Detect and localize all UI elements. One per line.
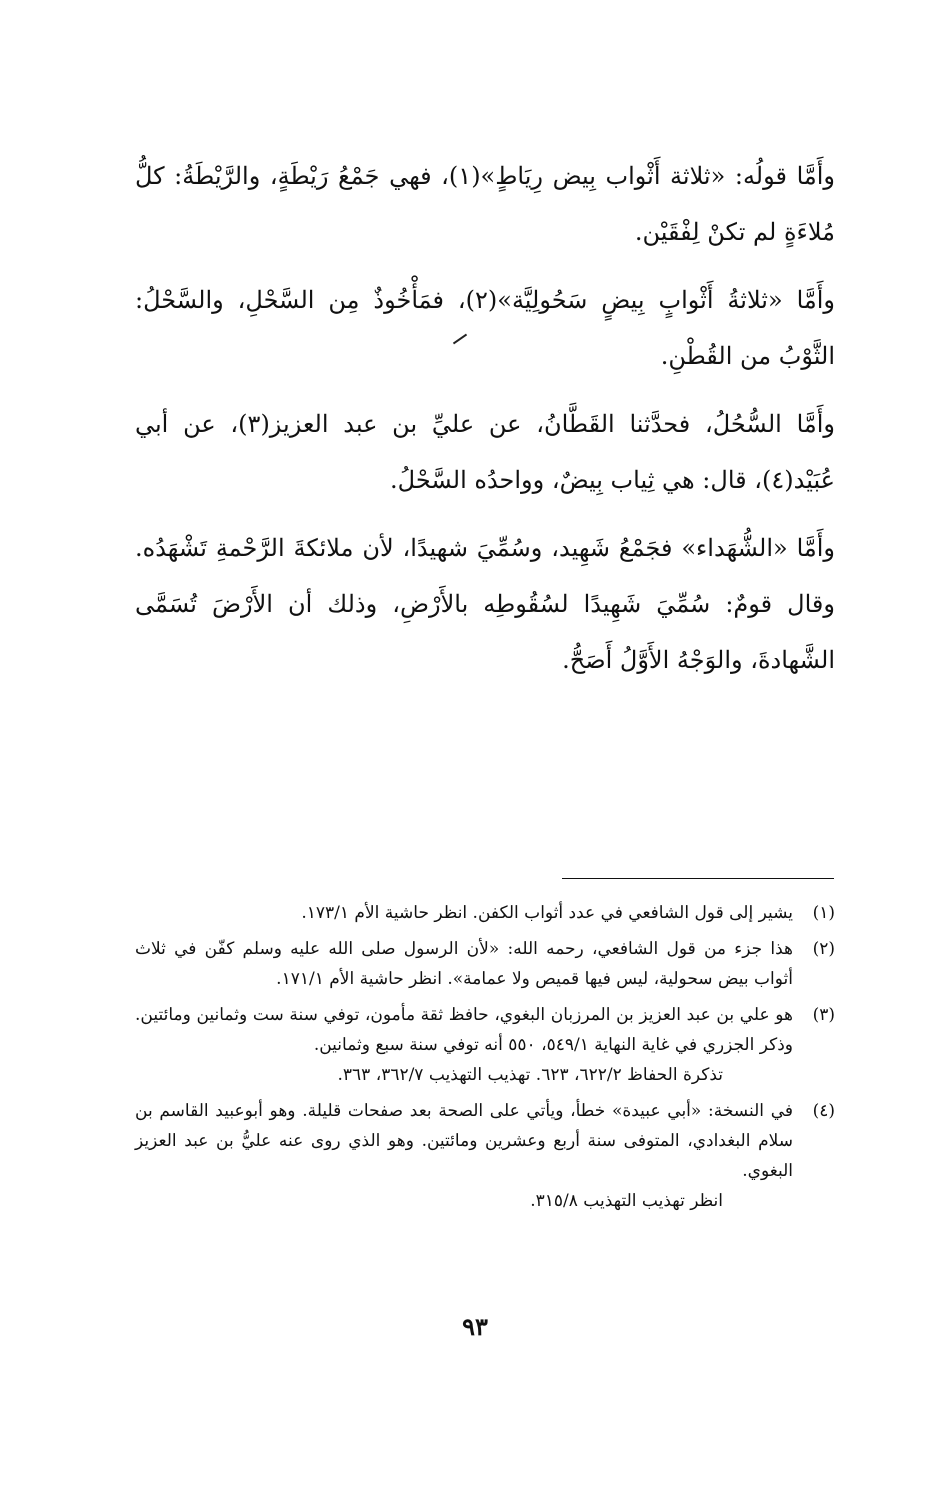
page-number: ٩٣ — [462, 1312, 488, 1341]
main-text — [135, 148, 835, 700]
footnote-2 — [135, 934, 835, 994]
footnote-number: (٢) — [812, 939, 835, 959]
footnote-number: (١) — [812, 903, 835, 923]
footnote-1 — [135, 898, 835, 928]
footnote-text: هو علي بن عبد العزيز بن المرزبان البغوي، حافظ ثقة مأمون، توفي سنة ست وثمانين ومائتين. وذكر الجزري في غاية النهاية ٥٤٩/١، ٥٥٠ أنه توفي سنة سبع وثمانين. — [135, 1005, 794, 1055]
footnote-text: في النسخة: «أبي عبيدة» خطأ، ويأتي على الصحة بعد صفحات قليلة. وهو أبوعبيد القاسم بن سلام البغدادي، المتوفى سنة أربع وعشرين ومائتين. وهو الذي روى عنه عليُّ بن عبد العزيز البغوي. — [135, 1101, 793, 1181]
footnote-divider — [562, 878, 834, 879]
footnote-text: يشير إلى قول الشافعي في عدد أثواب الكفن. انظر حاشية الأم ١٧٣/١. — [301, 903, 793, 923]
paragraph-sahuliya: وأَمَّا «ثلاثةُ أَثْوابٍ بِيضٍ سَحُولِيَّة»(٢)، فمَأْخُوذٌ مِن السَّحْلِ، والسَّحْلُ: الثَّوْبُ من القُطْنِ. — [135, 286, 835, 370]
footnote-4 — [135, 1096, 835, 1216]
footnote-number: (٣) — [812, 1005, 835, 1025]
footnote-text: هذا جزء من قول الشافعي، رحمه الله: «لأن الرسول صلى الله عليه وسلم كفّن في ثلاث أثواب بيض سحولية، ليس فيها قميص ولا عمامة». انظر حاشية الأم ١٧١/١. — [135, 939, 793, 989]
footnote-number: (٤) — [812, 1101, 835, 1121]
paragraph-shuhada: وأَمَّا «الشُّهَداء» فجَمْعُ شَهِيد، وسُمِّيَ شهيدًا، لأن ملائكةَ الرَّحْمةِ تَشْهَدُه. وقال قومٌ: سُمِّيَ شَهِيدًا لسُقُوطِه بالأَرْضِ، وذلك أن الأَرْضَ تُسَمَّى الشَّهادةَ، والوَجْهُ الأَوَّلُ أَصَحُّ. — [135, 534, 835, 674]
footnote-3 — [135, 1000, 835, 1090]
footnote-reference: انظر تهذيب التهذيب ٣١٥/٨. — [530, 1191, 723, 1211]
paragraph-suhul: وأَمَّا السُّحُلُ، فحدَّثنا القَطَّانُ، عن عليِّ بن عبد العزيز(٣)، عن أبي عُبَيْد(٤)، قال: هي ثِياب بِيضٌ، وواحدُه السَّحْلُ. — [135, 410, 835, 494]
footnotes — [135, 898, 835, 1222]
footnote-body — [135, 1000, 793, 1090]
paragraph-riyat: وأَمَّا قولُه: «ثلاثة أَثْواب بِيض رِيَاطٍ»(١)، فهي جَمْعُ رَيْطَةٍ، والرَّيْطَةُ: كلُّ مُلاءَةٍ لم تكنْ لِفْقَيْن. — [135, 162, 835, 246]
footnote-reference: تذكرة الحفاظ ٦٢٢/٢، ٦٢٣. تهذيب التهذيب ٣٦٢/٧، ٣٦٣. — [337, 1065, 723, 1085]
footnote-body — [135, 1096, 793, 1216]
